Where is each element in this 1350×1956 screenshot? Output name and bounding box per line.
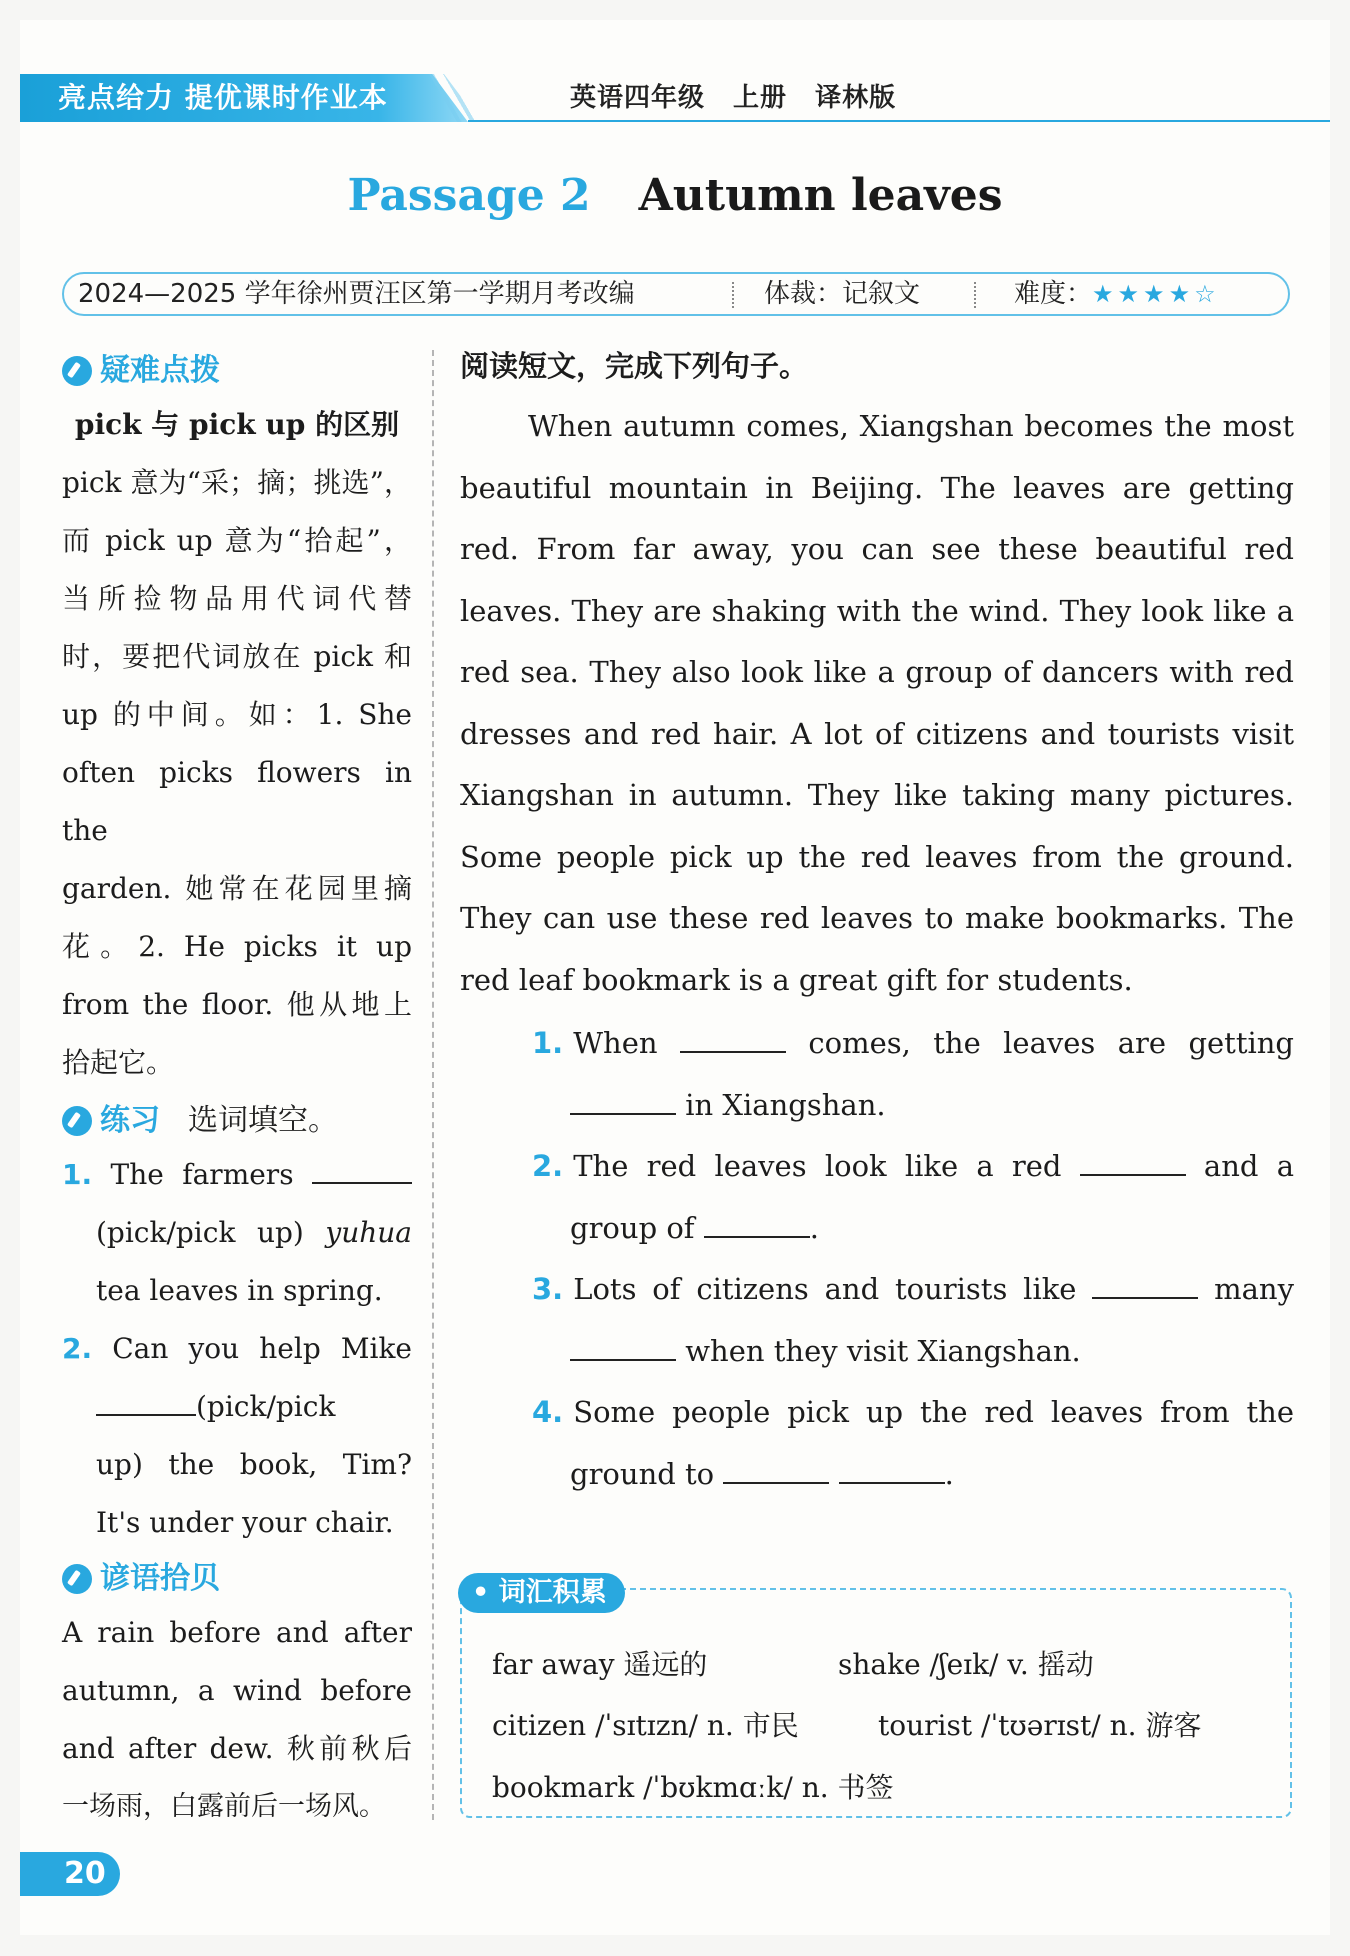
answer-blank[interactable] [680, 1023, 786, 1053]
proverb-heading-text: 谚语拾贝 [100, 1561, 220, 1596]
info-bar [62, 272, 1290, 316]
answer-blank[interactable] [570, 1085, 676, 1115]
difficulty-star-empty: ☆ [1194, 280, 1216, 308]
item-text: Can you help Mike [112, 1332, 412, 1365]
item-options: (pick/pick [196, 1390, 336, 1423]
tips-subheading: pick 与 pick up 的区别 [74, 408, 400, 441]
question-number: 1. [532, 1026, 564, 1060]
passage-title: Autumn leaves [638, 170, 1003, 221]
item-text: It's under your chair. [96, 1506, 394, 1539]
question-text: . [809, 1210, 819, 1245]
pencil-icon [62, 1106, 92, 1136]
practice-instruction: 选词填空。 [188, 1103, 338, 1138]
pencil-icon [62, 356, 92, 386]
vocab-entry: citizen /ˈsɪtɪzn/ n. 市民 [492, 1709, 799, 1742]
vocab-entry: far away 遥远的 [492, 1648, 708, 1681]
tips-line: up 的中间。如：1. She [62, 698, 412, 731]
question-text: The red leaves look like a red [573, 1149, 1080, 1183]
tips-line: from the floor. 他从地上 [62, 988, 412, 1021]
answer-blank[interactable] [723, 1454, 829, 1484]
answer-blank[interactable] [1080, 1146, 1186, 1176]
right-column [460, 340, 1294, 1505]
tips-line: 当所捡物品用代词代替 [62, 582, 412, 615]
question-text: many [1198, 1272, 1294, 1306]
header-brand: 亮点给力 提优课时作业本 [58, 81, 388, 114]
tips-heading-text: 疑难点拨 [100, 353, 220, 388]
pencil-icon [62, 1564, 92, 1594]
item-handwritten-answer: yuhua [325, 1216, 412, 1249]
proverb-line: autumn, a wind before [62, 1674, 412, 1707]
question-number: 3. [532, 1272, 564, 1306]
tips-line: garden. 她常在花园里摘 [62, 872, 412, 905]
tips-line: often picks flowers in the [62, 756, 412, 847]
practice-item [62, 1146, 412, 1320]
question-item [460, 1382, 1294, 1505]
question-item [460, 1136, 1294, 1259]
question-text: . [944, 1456, 954, 1491]
tips-line: 而 pick up 意为“拾起”， [62, 524, 412, 557]
answer-blank[interactable] [1092, 1269, 1198, 1299]
answer-blank[interactable] [704, 1208, 810, 1238]
proverb-heading [62, 1554, 412, 1604]
practice-heading [62, 1096, 412, 1146]
proverb-line: A rain before and after [62, 1616, 412, 1649]
question-number: 4. [532, 1395, 564, 1429]
vocab-heading: • 词汇积累 [458, 1573, 625, 1613]
difficulty-stars-filled: ★★★★ [1092, 280, 1195, 308]
passage-number: Passage 2 [347, 170, 591, 221]
vocab-entry: shake /ʃeɪk/ v. 摇动 [838, 1648, 1094, 1681]
answer-blank[interactable] [96, 1386, 196, 1416]
question-text: in Xiangshan. [676, 1087, 886, 1122]
vocab-entry: bookmark /ˈbʊkmɑːk/ n. 书签 [492, 1771, 894, 1804]
tips-heading [62, 346, 412, 396]
page-title [0, 170, 1350, 221]
tips-line: pick 意为“采；摘；挑选”， [62, 466, 412, 499]
info-separator [732, 282, 734, 308]
question-text: When [573, 1026, 680, 1060]
header-rule [468, 120, 1330, 122]
item-number: 2. [62, 1332, 93, 1365]
item-text: up) the book, Tim? [96, 1448, 412, 1481]
item-text: tea leaves in spring. [96, 1274, 383, 1307]
tips-line: 时，要把代词放在 pick 和 [62, 640, 412, 673]
info-genre: 体裁：记叙文 [764, 279, 921, 309]
info-separator [974, 282, 976, 308]
info-source: 2024—2025 学年徐州贾汪区第一学期月考改编 [78, 279, 635, 309]
proverb-line: and after dew. 秋前秋后 [62, 1732, 412, 1765]
practice-item [62, 1320, 412, 1552]
reading-instruction: 阅读短文，完成下列句子。 [460, 349, 809, 383]
question-item [460, 1013, 1294, 1136]
question-text [829, 1457, 838, 1491]
reading-passage: When autumn comes, Xiangshan becomes the most beautiful mountain in Beijing. The leaves are getting red. From far away, you can see these beautiful red leaves. They are shaking with the wind. They look like a red sea. They also look like a group of dancers with red dresses and red hair. A lot of citizens and tourists visit Xiangshan in autumn. They like taking many pictures. Some people pick up the red leaves from the ground. They can use these red leaves to make bookmarks. The red leaf bookmark is a great gift for students. [460, 409, 1294, 997]
vocab-entry: tourist /ˈtʊərɪst/ n. 游客 [878, 1709, 1202, 1742]
proverb-line: 一场雨，白露前后一场风。 [62, 1791, 386, 1822]
answer-blank[interactable] [839, 1454, 945, 1484]
difficulty-label: 难度： [1014, 279, 1093, 309]
question-item [460, 1259, 1294, 1382]
tips-line: 拾起它。 [62, 1046, 175, 1079]
question-text: Lots of citizens and tourists like [573, 1272, 1093, 1306]
column-divider [432, 350, 434, 1820]
practice-heading-text: 练习 [100, 1103, 160, 1138]
header-book-title: 英语四年级 上册 译林版 [570, 83, 897, 113]
answer-blank[interactable] [312, 1154, 412, 1184]
info-difficulty [1014, 274, 1216, 314]
answer-blank[interactable] [570, 1331, 676, 1361]
item-number: 1. [62, 1158, 93, 1191]
page-number: 20 [20, 1852, 120, 1896]
question-text: Some people pick up the red leaves from the ground to [570, 1395, 1294, 1491]
tips-line: 花。2. He picks it up [62, 930, 412, 963]
question-number: 2. [532, 1149, 564, 1183]
question-text: when they visit Xiangshan. [676, 1333, 1081, 1368]
question-text: comes, the leaves are getting [785, 1026, 1294, 1060]
question-text: and a group of [570, 1149, 1294, 1245]
item-options: (pick/pick up) [96, 1216, 326, 1249]
left-column [62, 346, 412, 1836]
item-text: The farmers [110, 1158, 312, 1191]
